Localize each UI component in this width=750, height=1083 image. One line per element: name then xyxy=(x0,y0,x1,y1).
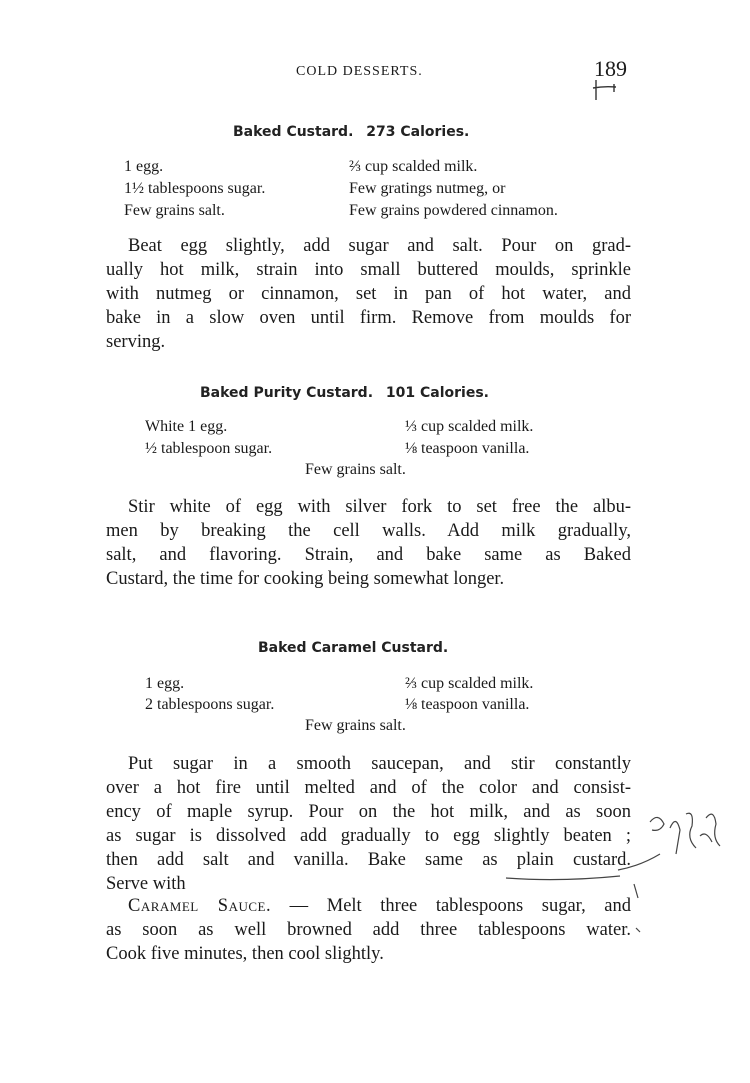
ingredient: Few grains powdered cinnamon. xyxy=(349,202,558,219)
ingredient: ⅔ cup scalded milk. xyxy=(405,675,534,692)
text-line: bake in a slow oven until firm. Remove from moulds for xyxy=(106,308,631,328)
text-line: as sugar is dissolved add gradually to egg slightly beaten ; xyxy=(106,826,631,846)
ingredient: ⅔ cup scalded milk. xyxy=(349,158,478,175)
recipe-title xyxy=(0,640,750,656)
text-line: Beat egg slightly, add sugar and salt. Pour on grad- xyxy=(128,236,631,256)
ingredient: White 1 egg. xyxy=(145,418,228,435)
text-line: Put sugar in a smooth saucepan, and stir constantly xyxy=(128,754,631,774)
text-line: over a hot fire until melted and of the color and consist- xyxy=(106,778,631,798)
ingredient: Few grains salt. xyxy=(124,202,225,219)
running-head: COLD DESSERTS. xyxy=(296,64,423,79)
ingredient: 2 tablespoons sugar. xyxy=(145,696,275,713)
ingredient: Few grains salt. xyxy=(305,461,406,478)
text-line: then add salt and vanilla. Bake same as plain custard. xyxy=(106,850,631,870)
text-line: as soon as well browned add three tablespoons water. xyxy=(106,920,631,940)
recipe-title xyxy=(0,385,750,401)
method-paragraph xyxy=(106,495,631,591)
handwritten-annotation-icon xyxy=(500,808,740,888)
handwritten-page-mark-icon xyxy=(590,78,630,102)
ingredient: 1½ tablespoons sugar. xyxy=(124,180,266,197)
recipe-title-text: Baked Purity Custard. xyxy=(200,385,374,401)
ingredient: Few gratings nutmeg, or xyxy=(349,180,506,197)
page-number: 189 xyxy=(594,56,627,81)
ingredient: 1 egg. xyxy=(124,158,164,175)
ingredient: Few grains salt. xyxy=(305,717,406,734)
text-line: salt, and flavoring. Strain, and bake same as Baked xyxy=(106,545,631,565)
text-line xyxy=(106,894,631,918)
sauce-text: — Melt three tablespoons sugar, and xyxy=(271,896,631,916)
ingredient: ⅛ teaspoon vanilla. xyxy=(405,696,530,713)
recipe-calories: 273 Calories. xyxy=(366,124,470,140)
sauce-label: Caramel Sauce. xyxy=(128,896,272,916)
sauce-paragraph xyxy=(106,894,631,966)
recipe-title-text: Baked Custard. xyxy=(233,124,354,140)
ingredient: ½ tablespoon sugar. xyxy=(145,440,273,457)
text-line: serving. xyxy=(106,332,166,352)
ingredient: 1 egg. xyxy=(145,675,185,692)
text-line: men by breaking the cell walls. Add milk gradually, xyxy=(106,521,631,541)
ingredient: ⅛ teaspoon vanilla. xyxy=(405,440,530,457)
ingredient: ⅓ cup scalded milk. xyxy=(405,418,534,435)
text-line: Serve with xyxy=(106,874,186,894)
text-line: with nutmeg or cinnamon, set in pan of hot water, and xyxy=(106,284,631,304)
recipe-title xyxy=(0,124,750,140)
recipe-title-text: Baked Caramel Custard. xyxy=(258,640,449,656)
text-line: Stir white of egg with silver fork to set free the albu- xyxy=(128,497,631,517)
recipe-calories: 101 Calories. xyxy=(385,385,489,401)
text-line: ually hot milk, strain into small buttered moulds, sprinkle xyxy=(106,260,631,280)
margin-tick-icon xyxy=(628,880,648,940)
text-line: Custard, the time for cooking being somewhat longer. xyxy=(106,569,505,589)
method-paragraph xyxy=(106,234,631,354)
text-line: ency of maple syrup. Pour on the hot milk, and as soon xyxy=(106,802,631,822)
text-line: Cook five minutes, then cool slightly. xyxy=(106,944,384,964)
